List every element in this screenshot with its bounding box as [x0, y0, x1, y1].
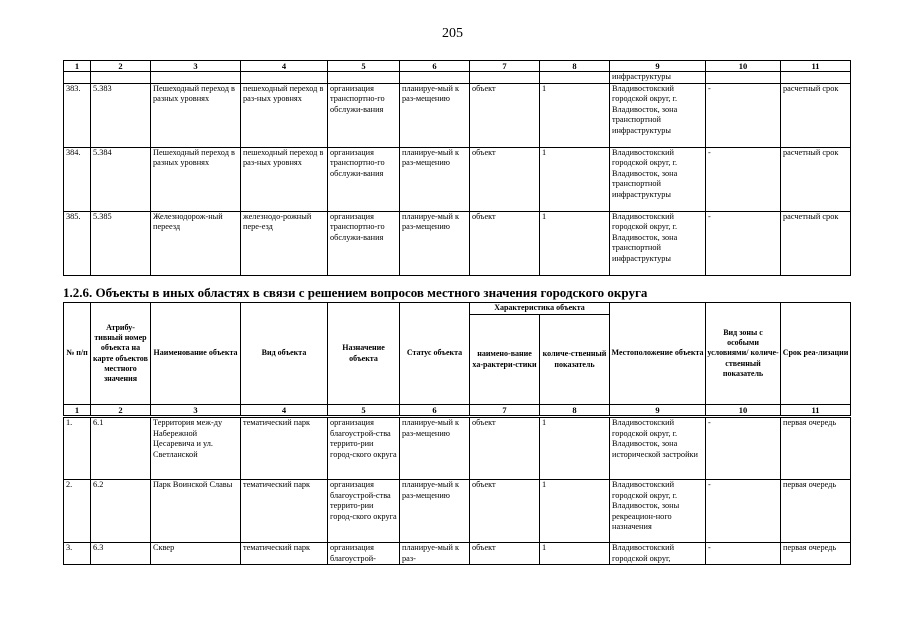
characteristic-name: объект — [470, 543, 540, 565]
col-number: 1 — [64, 61, 91, 72]
quantity: 1 — [540, 480, 610, 543]
attribute-number: 5.383 — [91, 83, 151, 147]
attribute-number: 6.2 — [91, 480, 151, 543]
zone: - — [706, 83, 781, 147]
characteristic-name: объект — [470, 417, 540, 480]
col-number: 9 — [610, 61, 706, 72]
zone: - — [706, 417, 781, 480]
row-number: 385. — [64, 211, 91, 275]
objects-table-transport — [63, 60, 851, 276]
object-status: планируе-мый к раз-мещению — [400, 211, 470, 275]
col-number: 8 — [540, 405, 610, 417]
col-number: 6 — [400, 61, 470, 72]
location: Владивостокский городской округ, г. Владивосток, зона транспортной инфраструктуры — [610, 147, 706, 211]
table-row — [64, 211, 851, 275]
object-name: Железнодорож-ный переезд — [151, 211, 241, 275]
zone: - — [706, 211, 781, 275]
object-status: планируе-мый к раз-мещению — [400, 417, 470, 480]
location: Владивостокский городской округ, г. Владивосток, зоны рекреацион-ного назначения — [610, 480, 706, 543]
col-number: 4 — [241, 405, 328, 417]
object-name: Пешеходный переход в разных уровнях — [151, 83, 241, 147]
term: расчетный срок — [781, 83, 851, 147]
header-location: Местоположение объекта — [610, 303, 706, 405]
object-kind: тематический парк — [241, 480, 328, 543]
header-characteristic: Характеристика объекта — [470, 303, 610, 315]
object-purpose: организация транспортно-го обслужи-вания — [328, 211, 400, 275]
col-number: 10 — [706, 405, 781, 417]
page-number: 205 — [442, 26, 463, 41]
col-number: 9 — [610, 405, 706, 417]
characteristic-name: объект — [470, 147, 540, 211]
location: Владивостокский городской округ, г. Владивосток, зона исторической застройки — [610, 417, 706, 480]
table-row — [64, 543, 851, 565]
column-number-row — [64, 405, 851, 417]
col-number: 2 — [91, 405, 151, 417]
location: Владивостокский городской округ, — [610, 543, 706, 565]
row-number: 383. — [64, 83, 91, 147]
zone: - — [706, 147, 781, 211]
col-number: 3 — [151, 61, 241, 72]
term: первая очередь — [781, 480, 851, 543]
object-kind: тематический парк — [241, 417, 328, 480]
header-term: Срок реа-лизации — [781, 303, 851, 405]
quantity: 1 — [540, 83, 610, 147]
row-number: 2. — [64, 480, 91, 543]
term: первая очередь — [781, 543, 851, 565]
term: расчетный срок — [781, 147, 851, 211]
col-number: 10 — [706, 61, 781, 72]
row-number: 384. — [64, 147, 91, 211]
table-row — [64, 480, 851, 543]
col-number: 7 — [470, 61, 540, 72]
objects-table-other — [63, 302, 851, 565]
row-number: 1. — [64, 417, 91, 480]
object-status: планируе-мый к раз-мещению — [400, 147, 470, 211]
object-kind: тематический парк — [241, 543, 328, 565]
header-zone: Вид зоны с особыми условиями/ количе-ственный показатель — [706, 303, 781, 405]
header-kind: Вид объекта — [241, 303, 328, 405]
header-attribute-number: Атрибу-тивный номер объекта на карте объектов местного значения — [91, 303, 151, 405]
object-status: планируе-мый к раз- — [400, 543, 470, 565]
col-number: 1 — [64, 405, 91, 417]
attribute-number: 5.385 — [91, 211, 151, 275]
quantity: 1 — [540, 417, 610, 480]
quantity: 1 — [540, 543, 610, 565]
table-row — [64, 83, 851, 147]
zone: - — [706, 543, 781, 565]
attribute-number: 6.3 — [91, 543, 151, 565]
col-number: 4 — [241, 61, 328, 72]
row-number: 3. — [64, 543, 91, 565]
quantity: 1 — [540, 211, 610, 275]
object-status: планируе-мый к раз-мещению — [400, 480, 470, 543]
col-number: 11 — [781, 61, 851, 72]
object-name: Парк Воинской Славы — [151, 480, 241, 543]
col-number: 8 — [540, 61, 610, 72]
header-row — [64, 303, 851, 315]
continuation-row — [64, 72, 851, 84]
header-characteristic-name: наимено-вание ха-рактери-стики — [470, 315, 540, 405]
object-status: планируе-мый к раз-мещению — [400, 83, 470, 147]
col-number: 2 — [91, 61, 151, 72]
table-row — [64, 417, 851, 480]
characteristic-name: объект — [470, 83, 540, 147]
header-status: Статус объекта — [400, 303, 470, 405]
object-kind: железнодо-рожный пере-езд — [241, 211, 328, 275]
column-number-row — [64, 61, 851, 72]
quantity: 1 — [540, 147, 610, 211]
object-purpose: организация благоустрой- — [328, 543, 400, 565]
col-number: 3 — [151, 405, 241, 417]
header-quantity: количе-ственный показатель — [540, 315, 610, 405]
section-heading: 1.2.6. Объекты в иных областях в связи с решением вопросов местного значения городского округа — [63, 285, 648, 300]
location-cell: инфраструктуры — [610, 72, 706, 84]
object-name: Сквер — [151, 543, 241, 565]
object-kind: пешеходный переход в раз-ных уровнях — [241, 147, 328, 211]
term: первая очередь — [781, 417, 851, 480]
location: Владивостокский городской округ, г. Владивосток, зона транспортной инфраструктуры — [610, 211, 706, 275]
characteristic-name: объект — [470, 480, 540, 543]
col-number: 5 — [328, 61, 400, 72]
object-purpose: организация транспортно-го обслужи-вания — [328, 83, 400, 147]
col-number: 11 — [781, 405, 851, 417]
object-purpose: организация благоустрой-ства террито-рии город-ского округа — [328, 480, 400, 543]
table-row — [64, 147, 851, 211]
object-kind: пешеходный переход в раз-ных уровнях — [241, 83, 328, 147]
object-purpose: организация благоустрой-ства террито-рии город-ского округа — [328, 417, 400, 480]
col-number: 5 — [328, 405, 400, 417]
characteristic-name: объект — [470, 211, 540, 275]
object-name: Территория меж-ду Набережной Цесаревича и ул. Светланской — [151, 417, 241, 480]
zone: - — [706, 480, 781, 543]
object-name: Пешеходный переход в разных уровнях — [151, 147, 241, 211]
attribute-number: 5.384 — [91, 147, 151, 211]
header-name: Наименование объекта — [151, 303, 241, 405]
location: Владивостокский городской округ, г. Владивосток, зона транспортной инфраструктуры — [610, 83, 706, 147]
col-number: 7 — [470, 405, 540, 417]
header-purpose: Назначение объекта — [328, 303, 400, 405]
header-number: № п/п — [64, 303, 91, 405]
object-purpose: организация транспортно-го обслужи-вания — [328, 147, 400, 211]
col-number: 6 — [400, 405, 470, 417]
term: расчетный срок — [781, 211, 851, 275]
attribute-number: 6.1 — [91, 417, 151, 480]
